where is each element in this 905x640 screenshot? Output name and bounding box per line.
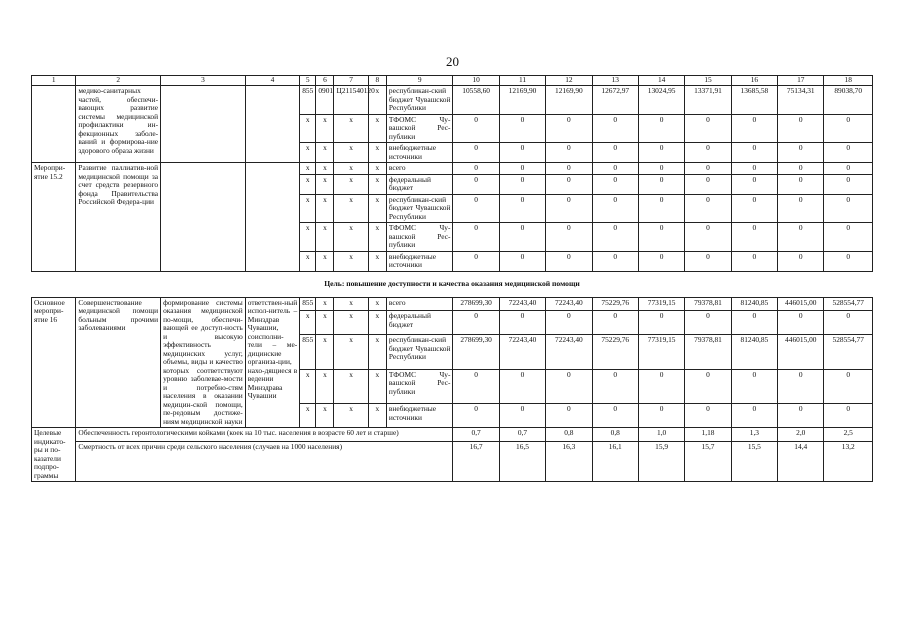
cell-value: 79378,81 <box>685 335 731 369</box>
cell-event-description: медико-санитарных частей, обеспечи-вающих развитие системы медицинской профилактики ин-фекционных заболе-ваний и формирова-ние здорового образа жизни <box>76 86 161 163</box>
cell-value: 0 <box>453 311 499 335</box>
cell-rz-pr: х <box>316 297 334 311</box>
cell-grbs: 855 <box>300 297 316 311</box>
cell-value: 0 <box>592 251 638 271</box>
cell-value: 0 <box>824 311 873 335</box>
cell-rz-pr: х <box>316 163 334 175</box>
cell-value: 0 <box>685 311 731 335</box>
cell-csr: Ц211540120 <box>334 86 368 115</box>
table-row <box>32 86 873 115</box>
cell-grbs: 855 <box>300 335 316 369</box>
cell-value: 0 <box>592 174 638 194</box>
cell-vr: х <box>368 297 386 311</box>
column-number: 11 <box>499 76 545 86</box>
cell-value: 0 <box>453 251 499 271</box>
cell-indicator-value: 15,7 <box>685 442 731 482</box>
cell-vr: х <box>368 369 386 403</box>
indicator-row <box>32 428 873 442</box>
cell-indicator-text: Обеспеченность геронтологическими койками (коек на 10 тыс. населения в возрасте 60 лет и старше) <box>76 428 453 442</box>
cell-value: 79378,81 <box>685 297 731 311</box>
cell-value: 0 <box>778 163 824 175</box>
cell-value: 0 <box>592 194 638 223</box>
cell-grbs: х <box>300 194 316 223</box>
cell-value: 0 <box>685 369 731 403</box>
cell-value: 0 <box>778 174 824 194</box>
cell-value: 0 <box>499 174 545 194</box>
cell-value: 528554,77 <box>824 297 873 311</box>
cell-value: 89038,70 <box>824 86 873 115</box>
cell-value: 0 <box>685 174 731 194</box>
cell-value: 0 <box>499 194 545 223</box>
cell-event-label <box>32 86 76 163</box>
cell-indicator-value: 0,7 <box>453 428 499 442</box>
cell-vr: х <box>368 335 386 369</box>
cell-indicator-value: 14,4 <box>778 442 824 482</box>
cell-value: 0 <box>824 114 873 143</box>
cell-grbs: х <box>300 311 316 335</box>
cell-value: 0 <box>546 251 592 271</box>
cell-indicator-value: 16,3 <box>546 442 592 482</box>
cell-csr: х <box>334 163 368 175</box>
cell-funding-source: ТФОМС Чу-вашской Рес-публики <box>386 369 453 403</box>
column-number: 13 <box>592 76 638 86</box>
cell-rz-pr: х <box>316 174 334 194</box>
cell-grbs: х <box>300 404 316 428</box>
cell-value: 0 <box>638 174 684 194</box>
cell-indicator-value: 1,3 <box>731 428 777 442</box>
cell-value: 0 <box>499 311 545 335</box>
cell-value: 0 <box>685 251 731 271</box>
cell-vr: х <box>368 163 386 175</box>
cell-value: 0 <box>592 143 638 163</box>
cell-vr: х <box>368 174 386 194</box>
cell-event-description: Развитие паллиатив-ной медицинской помощи за счет средств резервного фонда Правительства Российской Федера-ции <box>76 163 161 272</box>
cell-vr: х <box>368 194 386 223</box>
column-number: 9 <box>386 76 453 86</box>
cell-funding-source: внебюджетные источники <box>386 143 453 163</box>
cell-rz-pr: х <box>316 251 334 271</box>
cell-value: 0 <box>453 114 499 143</box>
cell-indicator-value: 0,7 <box>499 428 545 442</box>
cell-value: 0 <box>546 174 592 194</box>
cell-indicator-value: 16,1 <box>592 442 638 482</box>
cell-value: 0 <box>499 251 545 271</box>
cell-value: 0 <box>453 223 499 252</box>
cell-value: 72243,40 <box>546 297 592 311</box>
cell-value: 0 <box>824 369 873 403</box>
cell-indicator-value: 15,5 <box>731 442 777 482</box>
cell-rz-pr: х <box>316 404 334 428</box>
cell-value: 0 <box>824 143 873 163</box>
cell-indicator-value: 1,0 <box>638 428 684 442</box>
cell-value: 0 <box>638 311 684 335</box>
cell-indicator-value: 15,9 <box>638 442 684 482</box>
cell-value: 10558,60 <box>453 86 499 115</box>
cell-csr: х <box>334 369 368 403</box>
cell-value: 72243,40 <box>546 335 592 369</box>
cell-value: 0 <box>546 194 592 223</box>
cell-value: 0 <box>685 143 731 163</box>
cell-value: 81240,85 <box>731 297 777 311</box>
cell-csr: х <box>334 297 368 311</box>
cell-funding-source: всего <box>386 163 453 175</box>
cell-value: 0 <box>638 143 684 163</box>
cell-funding-source: внебюджетные источники <box>386 251 453 271</box>
cell-grbs: х <box>300 174 316 194</box>
cell-value: 13371,91 <box>685 86 731 115</box>
cell-csr: х <box>334 194 368 223</box>
cell-value: 0 <box>778 369 824 403</box>
cell-indicator-value: 0,8 <box>592 428 638 442</box>
cell-responsible <box>245 86 299 163</box>
cell-event-description: Совершенствование медицинской помощи больным прочими заболеваниями <box>76 297 161 428</box>
cell-funding-source: ТФОМС Чу-вашской Рес-публики <box>386 114 453 143</box>
cell-value: 0 <box>731 404 777 428</box>
cell-value: 0 <box>824 223 873 252</box>
cell-rz-pr: х <box>316 311 334 335</box>
cell-value: 0 <box>778 251 824 271</box>
cell-value: 446015,00 <box>778 297 824 311</box>
cell-value: 0 <box>592 223 638 252</box>
cell-value: 75229,76 <box>592 335 638 369</box>
cell-value: 0 <box>685 163 731 175</box>
column-number-row <box>32 76 873 86</box>
cell-vr: х <box>368 86 386 115</box>
cell-funding-source: всего <box>386 297 453 311</box>
cell-value: 0 <box>592 163 638 175</box>
cell-value: 0 <box>778 114 824 143</box>
cell-value: 0 <box>499 163 545 175</box>
cell-value: 0 <box>638 194 684 223</box>
cell-csr: х <box>334 251 368 271</box>
cell-value: 0 <box>685 404 731 428</box>
column-number: 14 <box>638 76 684 86</box>
cell-funding-source: республикан-ский бюджет Чувашской Республики <box>386 194 453 223</box>
cell-indicators-label: Целевые индикато-ры и по-казатели подпро-граммы <box>32 428 76 482</box>
cell-value: 0 <box>638 369 684 403</box>
cell-value: 77319,15 <box>638 335 684 369</box>
cell-funding-source: республикан-ский бюджет Чувашской Республики <box>386 86 453 115</box>
column-number: 5 <box>300 76 316 86</box>
cell-expected-result <box>161 86 246 163</box>
cell-responsible <box>245 163 299 272</box>
column-number: 3 <box>161 76 246 86</box>
cell-value: 0 <box>685 194 731 223</box>
cell-value: 0 <box>453 404 499 428</box>
cell-value: 0 <box>453 194 499 223</box>
column-number: 17 <box>778 76 824 86</box>
cell-grbs: х <box>300 114 316 143</box>
cell-responsible: ответствен-ный испол-нитель – Минздрав Чувашии, соисполни-тели – ме-дицинские организа-ции, нахо-дящиеся в ведении Минздрава Чувашии <box>245 297 299 428</box>
cell-value: 0 <box>685 114 731 143</box>
column-number: 8 <box>368 76 386 86</box>
cell-value: 0 <box>824 251 873 271</box>
cell-value: 0 <box>453 163 499 175</box>
cell-value: 0 <box>638 251 684 271</box>
cell-value: 0 <box>499 223 545 252</box>
cell-rz-pr: х <box>316 223 334 252</box>
cell-indicator-text: Смертность от всех причин среди сельского населения (случаев на 1000 населения) <box>76 442 453 482</box>
column-number: 4 <box>245 76 299 86</box>
cell-grbs: х <box>300 223 316 252</box>
cell-value: 0 <box>499 114 545 143</box>
column-number: 16 <box>731 76 777 86</box>
cell-vr: х <box>368 114 386 143</box>
cell-value: 0 <box>731 174 777 194</box>
column-number: 6 <box>316 76 334 86</box>
cell-vr: х <box>368 311 386 335</box>
cell-value: 81240,85 <box>731 335 777 369</box>
cell-indicator-value: 13,2 <box>824 442 873 482</box>
cell-grbs: х <box>300 369 316 403</box>
cell-value: 0 <box>453 174 499 194</box>
column-number: 18 <box>824 76 873 86</box>
cell-value: 0 <box>731 369 777 403</box>
cell-value: 0 <box>638 404 684 428</box>
cell-rz-pr: х <box>316 143 334 163</box>
cell-value: 0 <box>546 369 592 403</box>
cell-value: 0 <box>638 163 684 175</box>
cell-indicator-value: 1,18 <box>685 428 731 442</box>
goal-row <box>32 271 873 297</box>
cell-value: 0 <box>731 194 777 223</box>
cell-value: 528554,77 <box>824 335 873 369</box>
cell-value: 0 <box>778 223 824 252</box>
cell-value: 77319,15 <box>638 297 684 311</box>
cell-value: 0 <box>778 311 824 335</box>
cell-value: 0 <box>638 114 684 143</box>
cell-expected-result: формирование системы оказания медицинской по-мощи, обеспечи-вающей ее доступ-ность и высокую эффективность медицинских услуг, объемы, виды и качество которых соответствуют уровню заболевае-мости и потребно-стям населения в оказании медицин-ской помощи, пе-редовым достиже-ниям медицинской науки <box>161 297 246 428</box>
cell-funding-source: федеральный бюджет <box>386 311 453 335</box>
cell-indicator-value: 16,7 <box>453 442 499 482</box>
cell-value: 0 <box>546 163 592 175</box>
cell-value: 0 <box>592 404 638 428</box>
cell-value: 0 <box>499 369 545 403</box>
cell-value: 0 <box>824 404 873 428</box>
goal-heading: Цель: повышение доступности и качества оказания медицинской помощи <box>324 278 580 288</box>
cell-grbs: х <box>300 163 316 175</box>
cell-value: 12169,90 <box>546 86 592 115</box>
cell-value: 0 <box>592 114 638 143</box>
cell-value: 0 <box>546 143 592 163</box>
cell-value: 0 <box>778 194 824 223</box>
cell-rz-pr: 0901 <box>316 86 334 115</box>
cell-value: 0 <box>824 174 873 194</box>
cell-vr: х <box>368 143 386 163</box>
cell-funding-source: ТФОМС Чу-вашской Рес-публики <box>386 223 453 252</box>
cell-rz-pr: х <box>316 194 334 223</box>
column-number: 15 <box>685 76 731 86</box>
cell-value: 0 <box>546 114 592 143</box>
cell-value: 75229,76 <box>592 297 638 311</box>
cell-rz-pr: х <box>316 335 334 369</box>
cell-value: 0 <box>453 369 499 403</box>
cell-csr: х <box>334 335 368 369</box>
cell-value: 0 <box>824 194 873 223</box>
cell-value: 0 <box>731 114 777 143</box>
cell-value: 0 <box>499 143 545 163</box>
cell-value: 72243,40 <box>499 335 545 369</box>
cell-value: 0 <box>731 143 777 163</box>
cell-grbs: х <box>300 251 316 271</box>
cell-value: 72243,40 <box>499 297 545 311</box>
cell-value: 0 <box>731 251 777 271</box>
cell-csr: х <box>334 143 368 163</box>
cell-value: 0 <box>546 223 592 252</box>
page-number: 20 <box>446 54 459 69</box>
cell-value: 0 <box>731 223 777 252</box>
cell-value: 0 <box>731 163 777 175</box>
table-row <box>32 163 873 175</box>
cell-rz-pr: х <box>316 114 334 143</box>
cell-csr: х <box>334 114 368 143</box>
cell-csr: х <box>334 174 368 194</box>
cell-value: 0 <box>778 404 824 428</box>
column-number: 1 <box>32 76 76 86</box>
cell-value: 13685,58 <box>731 86 777 115</box>
cell-value: 0 <box>592 369 638 403</box>
cell-value: 0 <box>453 143 499 163</box>
cell-indicator-value: 0,8 <box>546 428 592 442</box>
column-number: 7 <box>334 76 368 86</box>
cell-vr: х <box>368 223 386 252</box>
cell-rz-pr: х <box>316 369 334 403</box>
cell-value: 0 <box>731 311 777 335</box>
cell-value: 0 <box>592 311 638 335</box>
cell-indicator-value: 2,0 <box>778 428 824 442</box>
program-table <box>31 75 873 482</box>
cell-csr: х <box>334 404 368 428</box>
cell-value: 0 <box>685 223 731 252</box>
cell-funding-source: республикан-ский бюджет Чувашской Республики <box>386 335 453 369</box>
column-number: 2 <box>76 76 161 86</box>
cell-csr: х <box>334 311 368 335</box>
cell-funding-source: внебюджетные источники <box>386 404 453 428</box>
cell-event-label: Меропри-ятие 15.2 <box>32 163 76 272</box>
cell-value: 278699,30 <box>453 297 499 311</box>
cell-value: 13024,95 <box>638 86 684 115</box>
cell-vr: х <box>368 404 386 428</box>
cell-value: 0 <box>546 404 592 428</box>
column-number: 12 <box>546 76 592 86</box>
cell-value: 0 <box>638 223 684 252</box>
cell-value: 278699,30 <box>453 335 499 369</box>
cell-value: 0 <box>824 163 873 175</box>
cell-value: 0 <box>499 404 545 428</box>
cell-funding-source: федеральный бюджет <box>386 174 453 194</box>
cell-indicator-value: 16,5 <box>499 442 545 482</box>
cell-value: 12169,90 <box>499 86 545 115</box>
cell-csr: х <box>334 223 368 252</box>
cell-event-label: Основное меропри-ятие 16 <box>32 297 76 428</box>
cell-value: 0 <box>546 311 592 335</box>
table-row <box>32 297 873 311</box>
column-number: 10 <box>453 76 499 86</box>
cell-grbs: 855 <box>300 86 316 115</box>
cell-grbs: х <box>300 143 316 163</box>
cell-vr: х <box>368 251 386 271</box>
indicator-row <box>32 442 873 482</box>
cell-value: 75134,31 <box>778 86 824 115</box>
cell-value: 0 <box>778 143 824 163</box>
cell-indicator-value: 2,5 <box>824 428 873 442</box>
cell-value: 446015,00 <box>778 335 824 369</box>
cell-value: 12672,97 <box>592 86 638 115</box>
cell-expected-result <box>161 163 246 272</box>
